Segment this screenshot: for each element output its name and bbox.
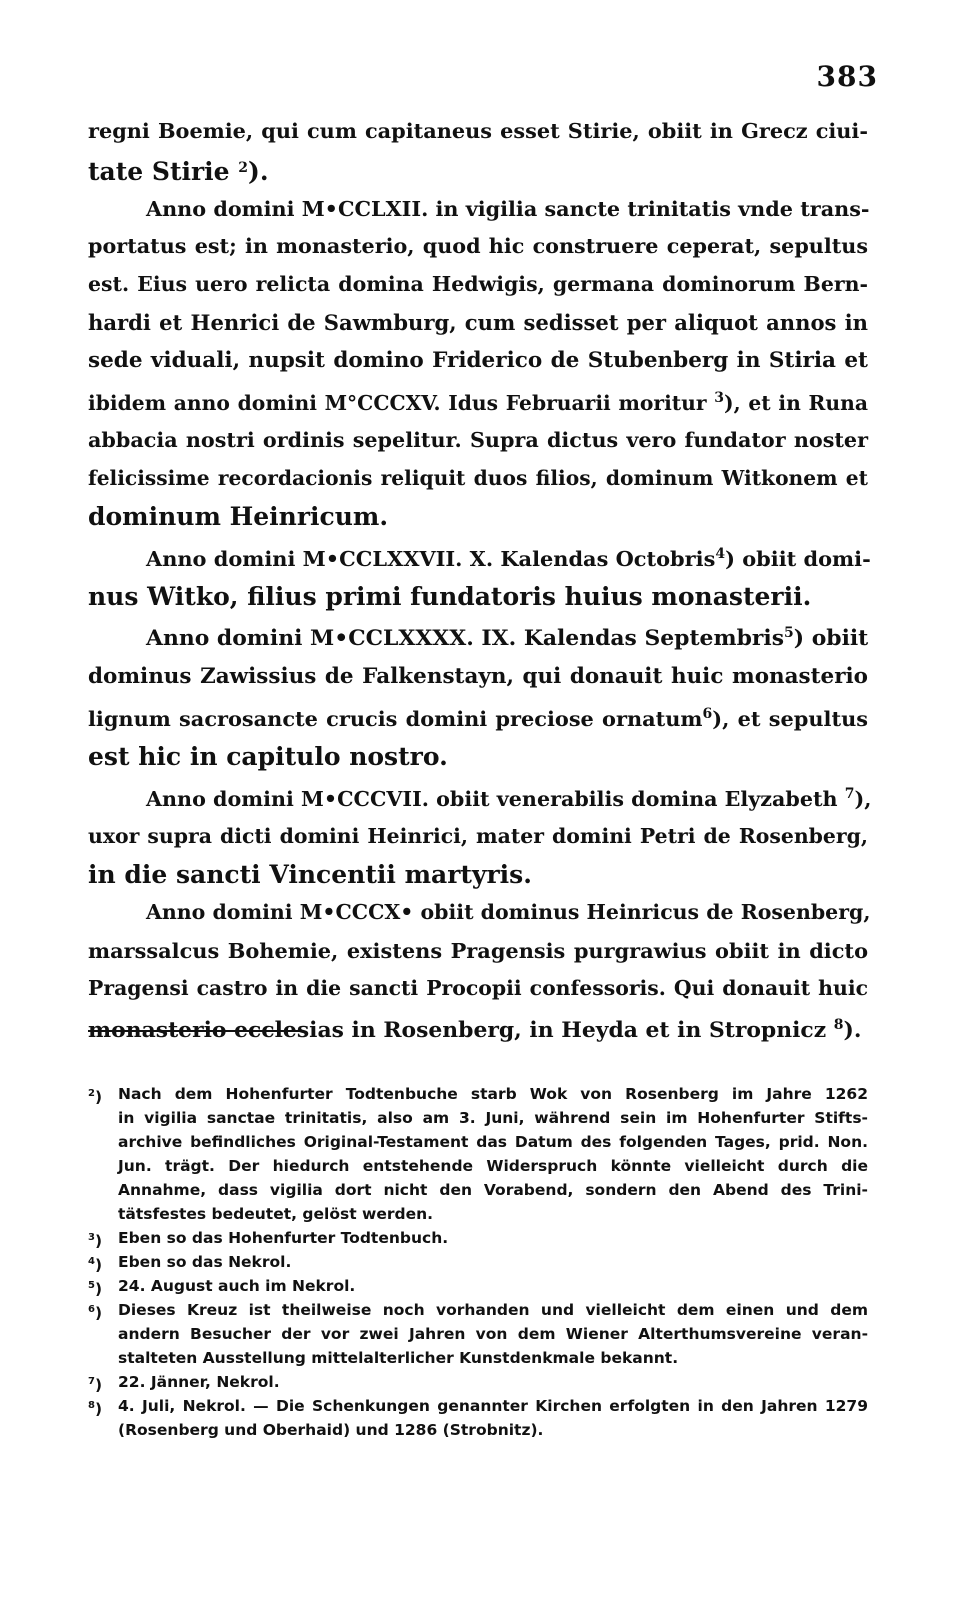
footnote-number: 4 xyxy=(88,1256,95,1267)
footnote-line xyxy=(88,1250,868,1274)
text-line xyxy=(88,615,868,658)
footnote-marker: $^8$) xyxy=(88,1400,103,1418)
footnote-ref[interactable]: 7 xyxy=(844,785,855,802)
text-fragment: lignum sacrosancte crucis domini preciose ornatum xyxy=(88,705,703,731)
footnote-text: Eben so das Nekrol. xyxy=(118,1253,292,1271)
text-line: portatus est; in monasterio, quod hic construere ceperat, sepultus xyxy=(88,234,868,259)
footnote-number: 3 xyxy=(88,1232,95,1243)
text-line: abbacia nostri ordinis sepelitur. Supra dictus vero fundator noster xyxy=(88,428,868,453)
text-line: nus Witko, filius primi fundatoris huius monasterii. xyxy=(88,581,812,611)
footnote-number: 8 xyxy=(88,1400,95,1411)
text-fragment: ). xyxy=(248,156,269,186)
text-fragment: ) obiit xyxy=(793,625,869,652)
text-fragment: Anno domini M•CCLXXXX. IX. Kalendas Septembris xyxy=(146,625,784,652)
text-line: Pragensi castro in die sancti Procopii confessoris. Qui donauit huic xyxy=(88,975,868,1000)
footnote-text: 24. August auch im Nekrol. xyxy=(118,1277,356,1295)
footnote-line xyxy=(88,1298,868,1322)
footnote-ref[interactable]: 2 xyxy=(238,159,249,176)
text-line: felicissime recordacionis reliquit duos filios, dominum Witkonem et xyxy=(88,466,868,491)
footnote-line xyxy=(88,1082,868,1106)
footnote-marker: $^2$) xyxy=(88,1088,103,1106)
footnote-marker: $^4$) xyxy=(88,1256,103,1274)
text-fragment: tate Stirie xyxy=(88,156,230,186)
text-line xyxy=(88,380,868,423)
footnote-ref[interactable]: 8 xyxy=(833,1017,844,1034)
text-fragment: monasterio ecclesias in Rosenberg, in Heyda et in Stropnicz xyxy=(88,1017,827,1044)
footnote-ref[interactable]: 3 xyxy=(714,389,725,406)
footnote-text: Dieses Kreuz ist theilweise noch vorhanden und vielleicht dem einen und dem xyxy=(118,1301,868,1319)
footnote-line: Jun. trägt. Der hiedurch entstehende Widerspruch könnte vielleicht durch die xyxy=(118,1157,868,1175)
footnote-ref[interactable]: 5 xyxy=(784,625,794,642)
footnote-line: archive befindliches Original-Testament das Datum des folgenden Tages, prid. Non. xyxy=(118,1133,868,1151)
text-line: Anno domini M•CCCX• obiit dominus Heinricus de Rosenberg, xyxy=(146,899,871,924)
footnote-text: 22. Jänner, Nekrol. xyxy=(118,1373,280,1391)
footnote-number: 6 xyxy=(88,1304,95,1315)
text-line: hardi et Henrici de Sawmburg, cum sedisset per aliquot annos in xyxy=(88,309,868,335)
text-fragment: ) obiit domi- xyxy=(725,545,871,571)
text-line xyxy=(88,1007,868,1050)
text-line xyxy=(88,150,868,191)
text-fragment: ), et sepultus xyxy=(712,705,868,731)
footnote-text: Eben so das Hohenfurter Todtenbuch. xyxy=(118,1229,449,1247)
text-fragment: ibidem anno domini M°CCCXV. Idus Februarii moritur xyxy=(88,390,707,415)
footnote-ref[interactable]: 4 xyxy=(715,545,726,562)
footnote-line: Annahme, dass vigilia dort nicht den Vorabend, sondern den Abend des Trini- xyxy=(118,1181,868,1199)
text-line xyxy=(88,536,871,578)
text-fragment: ), xyxy=(854,786,872,811)
text-line: est. Eius uero relicta domina Hedwigis, germana dominorum Bern- xyxy=(88,272,868,297)
footnote-number: 7 xyxy=(88,1376,95,1387)
text-line: regni Boemie, qui cum capitaneus esset Stirie, obiit in Grecz ciui- xyxy=(88,118,868,143)
footnote-line xyxy=(88,1394,868,1418)
footnote-marker: $^6$) xyxy=(88,1304,103,1322)
text-line: est hic in capitulo nostro. xyxy=(88,741,448,771)
footnote-line xyxy=(88,1226,868,1250)
text-fragment: ), et in Runa xyxy=(724,390,868,415)
text-fragment: ). xyxy=(843,1017,862,1044)
text-line: uxor supra dicti domini Heinrici, mater domini Petri de Rosenberg, xyxy=(88,824,868,849)
text-line: dominus Zawissius de Falkenstayn, qui donauit huic monasterio xyxy=(88,664,868,690)
text-line: dominum Heinricum. xyxy=(88,501,389,531)
footnote-marker: $^3$) xyxy=(88,1232,103,1250)
footnote-marker: $^7$) xyxy=(88,1376,103,1394)
text-line: Anno domini M•CCLXII. in vigilia sancte trinitatis vnde trans- xyxy=(146,196,870,221)
main-text xyxy=(88,112,872,1050)
footnote-line: stalteten Ausstellung mittelalterlicher Kunstdenkmale bekannt. xyxy=(118,1349,679,1367)
footnote-line xyxy=(88,1274,868,1298)
text-line: in die sancti Vincentii martyris. xyxy=(88,860,532,890)
footnote-text: 4. Juli, Nekrol. — Die Schenkungen genannter Kirchen erfolgten in den Jahren 1279 xyxy=(118,1397,868,1415)
footnote-marker: $^5$) xyxy=(88,1280,103,1298)
text-fragment: Anno domini M•CCCVII. obiit venerabilis domina Elyzabeth xyxy=(146,786,838,811)
footnote-line: tätsfestes bedeutet, gelöst werden. xyxy=(118,1205,434,1223)
footnote-line: (Rosenberg und Oberhaid) und 1286 (Strobnitz). xyxy=(118,1421,544,1439)
footnote-rule xyxy=(88,1030,300,1032)
footnote-ref[interactable]: 6 xyxy=(702,705,713,722)
page-number: 383 xyxy=(816,60,878,93)
footnote-text: Nach dem Hohenfurter Todtenbuche starb Wok von Rosenberg im Jahre 1262 xyxy=(118,1085,868,1103)
text-line: sede viduali, nupsit domino Friderico de Stubenberg in Stiria et xyxy=(88,347,868,373)
text-fragment: Anno domini M•CCLXXVII. X. Kalendas Octobris xyxy=(146,545,716,571)
text-line xyxy=(88,696,868,738)
text-line: marssalcus Bohemie, existens Pragensis purgrawius obiit in dicto xyxy=(88,937,868,963)
footnotes xyxy=(88,1082,868,1442)
footnote-number: 2 xyxy=(88,1088,95,1099)
text-line xyxy=(88,776,872,819)
footnote-number: 5 xyxy=(88,1280,95,1291)
footnote-line: andern Besucher der vor zwei Jahren von dem Wiener Alterthumsvereine veran- xyxy=(118,1325,868,1343)
footnote-line xyxy=(88,1370,868,1394)
footnote-line: in vigilia sanctae trinitatis, also am 3. Juni, während sein im Hohenfurter Stifts- xyxy=(118,1109,868,1127)
